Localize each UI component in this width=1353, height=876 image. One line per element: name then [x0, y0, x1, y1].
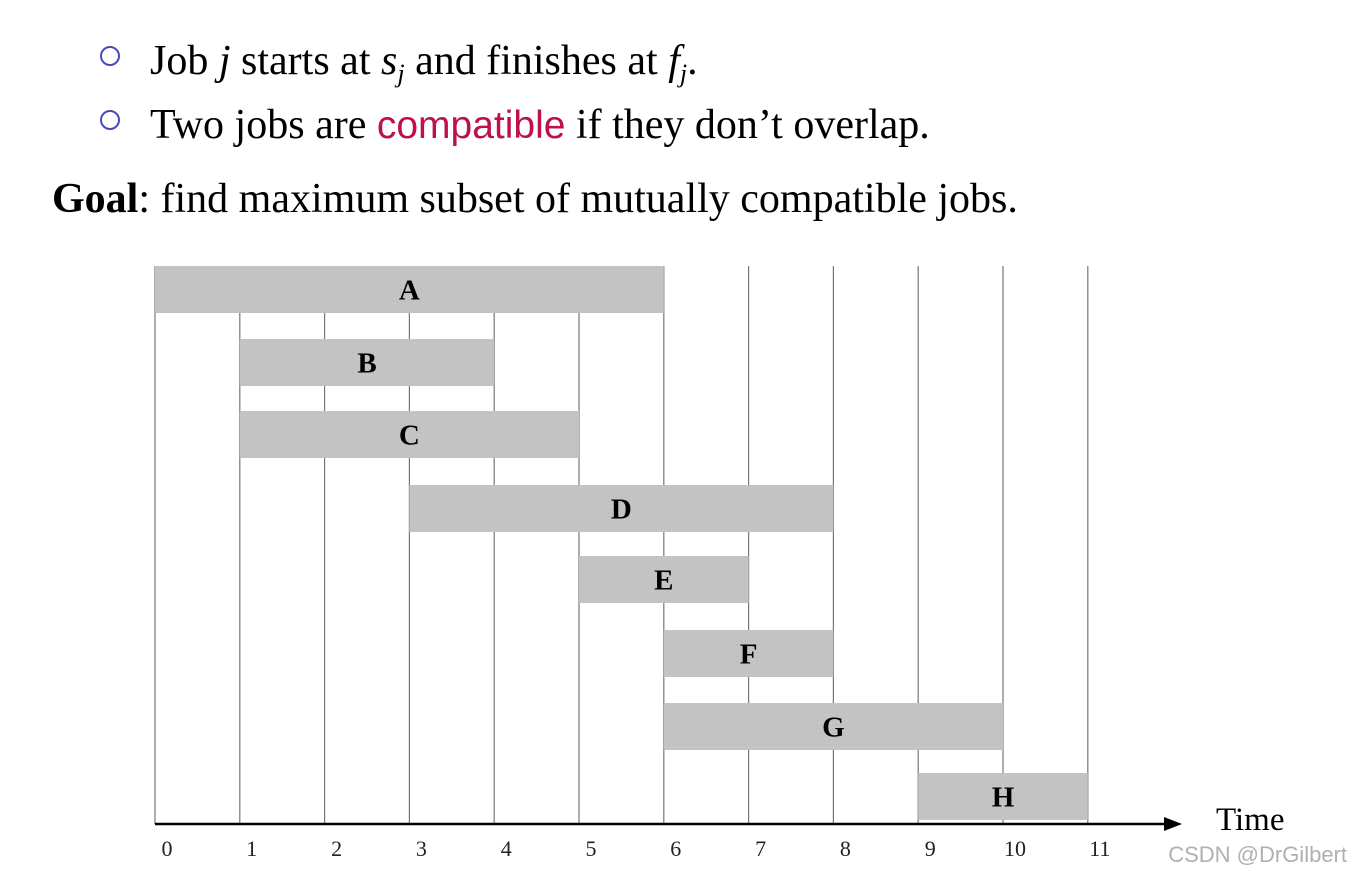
job-label-F: F: [739, 638, 758, 671]
math-j: j: [218, 38, 231, 84]
job-label-D: D: [610, 493, 632, 526]
text-fragment: starts at: [230, 38, 381, 84]
math-s: s: [381, 38, 398, 84]
goal-label: Goal: [52, 176, 139, 222]
tick-label-3: 3: [415, 836, 427, 861]
job-label-E: E: [654, 564, 674, 597]
tick-label-0: 0: [161, 836, 173, 861]
tick-label-1: 1: [246, 836, 258, 861]
tick-label-2: 2: [331, 836, 343, 861]
tick-label-4: 4: [500, 836, 512, 861]
tick-label-10: 10: [1004, 836, 1026, 861]
text-fragment: and finishes at: [404, 38, 669, 84]
job-label-H: H: [991, 781, 1015, 814]
watermark: CSDN @DrGilbert: [1168, 842, 1347, 867]
job-label-C: C: [398, 419, 420, 452]
axis-label-time: Time: [1216, 802, 1285, 838]
tick-label-5: 5: [585, 836, 597, 861]
job-label-A: A: [398, 274, 420, 307]
job-label-G: G: [822, 711, 845, 744]
math-s-subscript: j: [397, 59, 405, 88]
tick-label-8: 8: [839, 836, 851, 861]
text-fragment: .: [687, 38, 698, 84]
math-f-subscript: j: [679, 59, 688, 88]
math-f: f: [668, 38, 680, 84]
tick-label-6: 6: [670, 836, 682, 861]
job-bars: [155, 266, 1088, 820]
tick-label-7: 7: [755, 836, 767, 861]
job-label-B: B: [357, 347, 377, 380]
tick-label-11: 11: [1089, 836, 1111, 861]
text-fragment: if they don’t overlap.: [565, 102, 930, 148]
tick-label-9: 9: [924, 836, 936, 861]
text-fragment: Job: [150, 38, 219, 84]
highlight-compatible: compatible: [376, 104, 566, 147]
text-fragment: Two jobs are: [150, 102, 377, 148]
axis-arrow-icon: [1164, 817, 1182, 831]
goal-text: : find maximum subset of mutually compatible jobs.: [138, 176, 1018, 222]
